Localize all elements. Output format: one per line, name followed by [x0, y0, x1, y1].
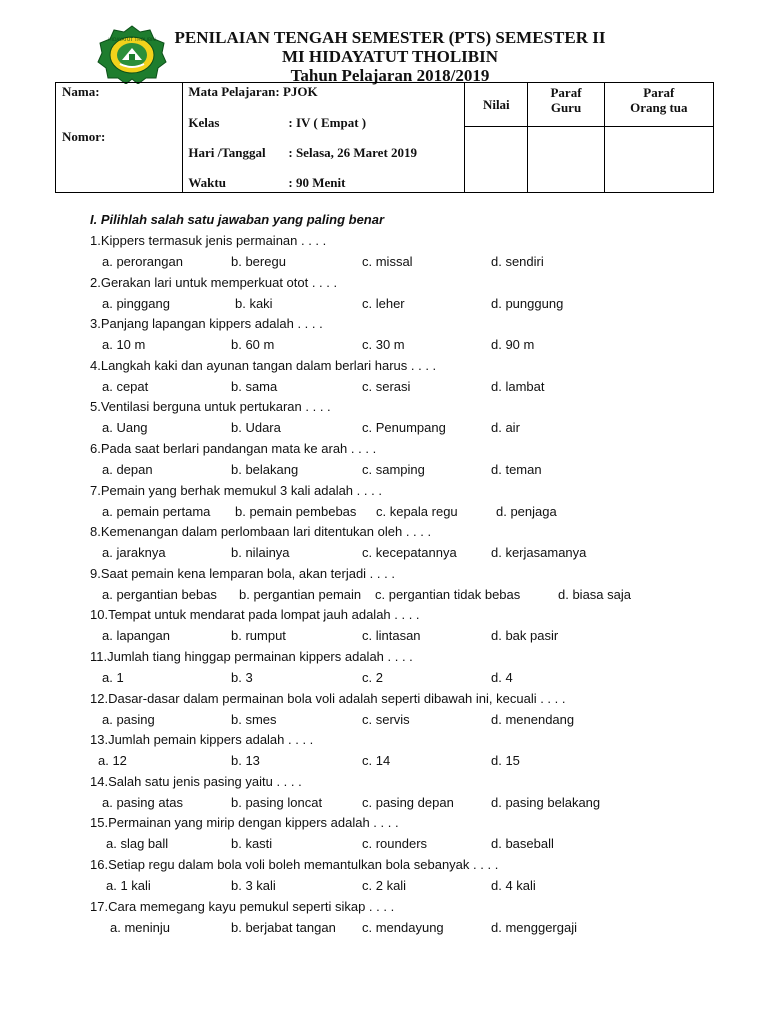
- answer-option[interactable]: d. teman: [491, 462, 542, 477]
- answer-option[interactable]: b. berjabat tangan: [231, 919, 336, 935]
- nama-label: Nama:: [62, 84, 100, 99]
- answer-option[interactable]: d. biasa saja: [558, 586, 631, 602]
- answer-option[interactable]: b. 3: [231, 670, 253, 685]
- answer-option[interactable]: d. baseball: [491, 836, 554, 852]
- time-label: Waktu: [188, 175, 226, 190]
- answer-option[interactable]: b. beregu: [231, 254, 286, 269]
- answer-option[interactable]: c. kecepatannya: [362, 545, 457, 561]
- student-identity-cell: [56, 83, 183, 193]
- answer-option[interactable]: c. leher: [362, 295, 405, 311]
- teacher-sign-box[interactable]: [528, 127, 604, 193]
- answer-option[interactable]: d. pasing belakang: [491, 794, 601, 810]
- answer-option[interactable]: c. 2 kali: [362, 878, 407, 893]
- question-text: 7.Pemain yang berhak memukul 3 kali adalah . . . .: [90, 482, 382, 498]
- score-header: [465, 83, 528, 127]
- class-value: : IV ( Empat ): [288, 115, 367, 130]
- question-text: 5.Ventilasi berguna untuk pertukaran . . . .: [90, 399, 331, 415]
- answer-option[interactable]: c. 2: [362, 670, 383, 685]
- date-value: : Selasa, 26 Maret 2019: [288, 145, 418, 160]
- parent-sign-box[interactable]: [604, 127, 713, 193]
- answer-option[interactable]: d. 4 kali: [491, 878, 536, 893]
- answer-option[interactable]: d. penjaga: [496, 503, 557, 519]
- answer-option[interactable]: b. kasti: [231, 836, 273, 852]
- question-text: 15.Permainan yang mirip dengan kippers adalah . . . .: [90, 815, 399, 831]
- parent-sign-header: [604, 83, 713, 127]
- answer-option[interactable]: b. 60 m: [231, 337, 275, 353]
- answer-option[interactable]: c. 14: [362, 753, 391, 769]
- question-text: 17.Cara memegang kayu pemukul seperti sikap . . . .: [90, 898, 395, 914]
- academic-year: Tahun Pelajaran 2018/2019: [290, 66, 490, 85]
- date-label: Hari /Tanggal: [188, 145, 266, 160]
- answer-option[interactable]: c. pergantian tidak bebas: [375, 586, 521, 602]
- answer-option[interactable]: a. lapangan: [102, 628, 170, 644]
- score-box[interactable]: [465, 127, 528, 193]
- question-text: 14.Salah satu jenis pasing yaitu . . . .: [90, 773, 302, 789]
- answer-option[interactable]: a. 1: [102, 670, 124, 685]
- answer-option[interactable]: b. 13: [231, 753, 260, 769]
- paraf-label: Paraf: [550, 85, 582, 100]
- answer-option[interactable]: d. air: [491, 420, 520, 436]
- answer-option[interactable]: b. rumput: [231, 628, 286, 644]
- question-text: 16.Setiap regu dalam bola voli boleh memantulkan bola sebanyak . . . .: [90, 857, 499, 872]
- answer-option[interactable]: b. pergantian pemain: [239, 586, 362, 602]
- answer-option[interactable]: c. 30 m: [362, 337, 405, 353]
- answer-option[interactable]: a. pinggang: [102, 295, 170, 311]
- answer-option[interactable]: c. mendayung: [362, 919, 444, 935]
- subject-label: Mata Pelajaran: PJOK: [188, 84, 318, 99]
- question-text: 8.Kemenangan dalam perlombaan lari ditentukan oleh . . . .: [90, 524, 432, 540]
- answer-option[interactable]: c. servis: [362, 711, 410, 727]
- exam-title: PENILAIAN TENGAH SEMESTER (PTS) SEMESTER II: [174, 28, 606, 47]
- answer-option[interactable]: a. meninju: [110, 919, 170, 935]
- school-name: MI HIDAYATUT THOLIBIN: [281, 47, 499, 66]
- time-value: : 90 Menit: [288, 175, 346, 190]
- answer-option[interactable]: b. Udara: [231, 420, 281, 436]
- answer-option[interactable]: b. pasing loncat: [231, 794, 323, 810]
- answer-option[interactable]: c. Penumpang: [362, 420, 446, 436]
- section-title: I. Pilihlah salah satu jawaban yang paling benar: [90, 212, 385, 227]
- answer-option[interactable]: c. missal: [362, 254, 413, 269]
- answer-option[interactable]: b. nilainya: [231, 545, 290, 561]
- teacher-sign-header: [528, 83, 604, 127]
- answer-option[interactable]: c. lintasan: [362, 628, 421, 644]
- answer-option[interactable]: a. 12: [98, 753, 127, 769]
- question-text: 2.Gerakan lari untuk memperkuat otot . . . .: [90, 274, 338, 290]
- answer-option[interactable]: a. jaraknya: [102, 545, 166, 561]
- answer-option[interactable]: a. pergantian bebas: [102, 586, 217, 602]
- question-text: 9.Saat pemain kena lemparan bola, akan terjadi . . . .: [90, 565, 395, 581]
- question-text: 1.Kippers termasuk jenis permainan . . . .: [90, 233, 327, 248]
- answer-option[interactable]: d. lambat: [491, 378, 545, 394]
- question-text: 13.Jumlah pemain kippers adalah . . . .: [90, 732, 314, 748]
- question-text: 6.Pada saat berlari pandangan mata ke arah . . . .: [90, 441, 377, 456]
- exam-detail-cell: [183, 83, 465, 193]
- answer-option[interactable]: b. sama: [231, 378, 278, 394]
- orang-tua-label: Orang tua: [630, 100, 688, 115]
- class-label: Kelas: [188, 115, 220, 130]
- answer-option[interactable]: c. serasi: [362, 378, 411, 394]
- answer-option[interactable]: a. pasing: [102, 711, 155, 727]
- answer-option[interactable]: d. menggergaji: [491, 919, 577, 935]
- question-text: 12.Dasar-dasar dalam permainan bola voli adalah seperti dibawah ini, kecuali . . . .: [90, 690, 566, 706]
- svg-text:HIDAYATUT THOLIBIN: HIDAYATUT THOLIBIN: [108, 38, 156, 43]
- answer-option[interactable]: a. 1 kali: [106, 878, 151, 893]
- answer-option[interactable]: a. Uang: [102, 420, 148, 436]
- answer-option[interactable]: b. belakang: [231, 462, 299, 477]
- answer-option[interactable]: c. pasing depan: [362, 794, 454, 810]
- answer-option[interactable]: a. pasing atas: [102, 794, 183, 810]
- answer-option[interactable]: d. 4: [491, 670, 513, 685]
- answer-option[interactable]: a. 10 m: [102, 337, 146, 353]
- answer-option[interactable]: a. depan: [102, 462, 153, 477]
- answer-option[interactable]: b. kaki: [235, 295, 273, 311]
- student-info-table: [55, 82, 714, 193]
- question-text: 4.Langkah kaki dan ayunan tangan dalam berlari harus . . . .: [90, 357, 437, 373]
- answer-option[interactable]: c. kepala regu: [376, 503, 458, 519]
- answer-option[interactable]: a. perorangan: [102, 254, 183, 269]
- question-text: 11.Jumlah tiang hinggap permainan kippers adalah . . . .: [90, 649, 413, 664]
- paraf-label: Paraf: [643, 85, 675, 100]
- question-text: 3.Panjang lapangan kippers adalah . . . .: [90, 316, 323, 332]
- answer-option[interactable]: d. 90 m: [491, 337, 535, 353]
- question-text: 10.Tempat untuk mendarat pada lompat jauh adalah . . . .: [90, 607, 420, 623]
- nomor-label: Nomor:: [62, 129, 106, 144]
- answer-option[interactable]: c. samping: [362, 462, 425, 477]
- answer-option[interactable]: d. bak pasir: [491, 628, 559, 644]
- answer-option[interactable]: b. 3 kali: [231, 878, 276, 893]
- guru-label: Guru: [550, 100, 582, 115]
- answer-option[interactable]: d. 15: [491, 753, 520, 769]
- answer-option[interactable]: a. pemain pertama: [102, 503, 211, 519]
- score-label: Nilai: [482, 96, 510, 112]
- answer-option[interactable]: d. punggung: [491, 295, 564, 311]
- answer-option[interactable]: b. pemain pembebas: [235, 503, 357, 519]
- answer-option[interactable]: a. cepat: [102, 378, 149, 394]
- answer-option[interactable]: d. menendang: [491, 711, 575, 727]
- answer-option[interactable]: d. kerjasamanya: [491, 545, 587, 561]
- answer-option[interactable]: b. smes: [231, 711, 277, 727]
- answer-option[interactable]: d. sendiri: [491, 254, 544, 269]
- answer-option[interactable]: c. rounders: [362, 836, 428, 852]
- answer-option[interactable]: a. slag ball: [106, 836, 169, 852]
